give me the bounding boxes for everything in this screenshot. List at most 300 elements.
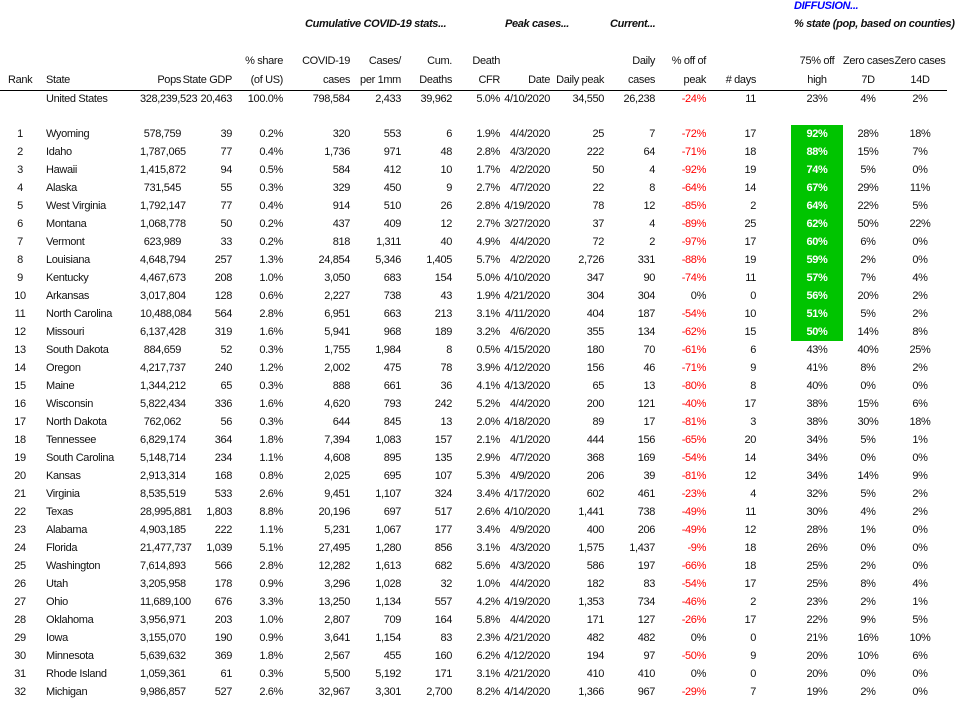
cell-zero-cases-7d: 30% xyxy=(857,416,879,428)
cell-death-cfr: 3.9% xyxy=(476,362,500,374)
cell-death-cfr: 2.3% xyxy=(476,632,500,644)
header-line: 14D xyxy=(910,74,930,86)
cell-pct-off-peak: -65% xyxy=(681,434,706,446)
cell-peak-date: 4/19/2020 xyxy=(504,596,550,608)
cell-rank: 2 xyxy=(17,146,23,158)
cell-spacer xyxy=(756,179,791,197)
cell-pct-off-peak: -89% xyxy=(681,218,706,230)
cell-num-days: 6 xyxy=(750,344,756,356)
cell-spacer xyxy=(756,413,791,431)
cell-zero-cases-14d: 0% xyxy=(912,542,928,554)
cell-covid-cases: 329 xyxy=(332,182,350,194)
cell-spacer xyxy=(756,143,791,161)
cell-cum-deaths: 40 xyxy=(440,236,452,248)
cell-state: Rhode Island xyxy=(46,668,107,680)
cell-daily-peak: 2,726 xyxy=(578,254,604,266)
cell-covid-cases: 320 xyxy=(332,128,350,140)
cell-daily-peak: 222 xyxy=(586,146,604,158)
cell-pct-75-off-high: 21% xyxy=(806,632,828,644)
cell-rank: 8 xyxy=(17,254,23,266)
table-row xyxy=(0,683,947,701)
cell-spacer xyxy=(756,593,791,611)
cell-share-of-us: 2.6% xyxy=(259,488,283,500)
cell-daily-peak: 586 xyxy=(586,560,604,572)
cell-peak-date: 4/3/2020 xyxy=(509,542,550,554)
header-line xyxy=(756,52,791,71)
table-row xyxy=(0,125,947,143)
cell-peak-date: 4/14/2020 xyxy=(504,686,550,698)
cell-daily-peak: 404 xyxy=(586,308,604,320)
cell-zero-cases-7d: 1% xyxy=(860,524,876,536)
cell-zero-cases-14d: 6% xyxy=(912,650,928,662)
table-row xyxy=(0,503,947,521)
cell-peak-date: 4/7/2020 xyxy=(509,182,550,194)
cell-pct-75-off-high: 23% xyxy=(806,596,828,608)
cell-daily-peak: 25 xyxy=(592,128,604,140)
cell-state-gdp: 208 xyxy=(214,272,232,284)
cell-zero-cases-7d: 0% xyxy=(860,542,876,554)
cell-cases-per-1mm: 968 xyxy=(383,326,401,338)
cell-zero-cases-7d: 16% xyxy=(857,632,879,644)
cell-death-cfr: 5.8% xyxy=(476,614,500,626)
cell-rank: 9 xyxy=(17,272,23,284)
cell-covid-cases: 3,050 xyxy=(324,272,350,284)
cell-pops: 1,792,147 xyxy=(140,200,186,212)
table-row xyxy=(0,395,947,413)
header-rank xyxy=(0,52,46,90)
table-row xyxy=(0,305,947,323)
cell-state: Utah xyxy=(46,578,68,590)
cell-state-gdp: 676 xyxy=(214,596,232,608)
header-line: cases xyxy=(628,74,655,86)
cell-spacer xyxy=(756,629,791,647)
cell-rank: 6 xyxy=(17,218,23,230)
cell-pops: 5,148,714 xyxy=(140,452,186,464)
cell-pct-off-peak: -66% xyxy=(681,560,706,572)
cell-zero-cases-14d: 11% xyxy=(909,182,931,194)
cell-daily-peak: 180 xyxy=(586,344,604,356)
cell-cum-deaths: 78 xyxy=(440,362,452,374)
cell-rank: 3 xyxy=(17,164,23,176)
cell-pops: 2,913,314 xyxy=(140,470,186,482)
cell-share-of-us: 2.6% xyxy=(259,686,283,698)
cell-spacer xyxy=(756,323,791,341)
cell-state-gdp: 203 xyxy=(214,614,232,626)
cell-state-gdp: 33 xyxy=(220,236,232,248)
cell-daily-cases: 461 xyxy=(637,488,655,500)
cell-num-days: 12 xyxy=(744,470,756,482)
cell-peak-date: 4/4/2020 xyxy=(509,578,550,590)
cell-pct-75-off-high: 57% xyxy=(791,269,843,287)
cell-death-cfr: 1.7% xyxy=(476,164,500,176)
cell-daily-cases: 70 xyxy=(643,344,655,356)
cell-cases-per-1mm: 663 xyxy=(383,308,401,320)
cell-death-cfr: 5.0% xyxy=(476,272,500,284)
cell-num-days: 11 xyxy=(745,93,756,105)
cell-state-gdp: 178 xyxy=(214,578,232,590)
header-line: Daily peak xyxy=(556,74,604,86)
cell-cum-deaths: 107 xyxy=(434,470,452,482)
cell-daily-peak: 89 xyxy=(592,416,604,428)
cell-num-days: 19 xyxy=(744,164,756,176)
cell-spacer xyxy=(756,359,791,377)
cell-cases-per-1mm: 709 xyxy=(383,614,401,626)
cell-num-days: 11 xyxy=(745,506,756,518)
cell-state-gdp: 1,803 xyxy=(206,506,232,518)
cell-cases-per-1mm: 455 xyxy=(383,650,401,662)
cell-zero-cases-7d: 6% xyxy=(860,236,876,248)
cell-cum-deaths: 682 xyxy=(434,560,452,572)
cell-peak-date: 4/7/2020 xyxy=(509,452,550,464)
table-row xyxy=(0,215,947,233)
cell-pops: 1,068,778 xyxy=(140,218,186,230)
cell-cases-per-1mm: 450 xyxy=(383,182,401,194)
cell-state: South Carolina xyxy=(46,452,114,464)
cell-zero-cases-7d: 2% xyxy=(860,596,876,608)
cell-zero-cases-7d: 15% xyxy=(857,146,879,158)
cell-share-of-us: 0.3% xyxy=(259,344,283,356)
cell-zero-cases-7d: 10% xyxy=(857,650,879,662)
cell-cum-deaths: 1,405 xyxy=(426,254,452,266)
cell-peak-date: 4/12/2020 xyxy=(504,650,550,662)
cell-pops: 3,956,971 xyxy=(140,614,186,626)
cell-pct-off-peak: -54% xyxy=(681,578,706,590)
cell-rank: 5 xyxy=(17,200,23,212)
cell-state: Missouri xyxy=(46,326,85,338)
cell-zero-cases-7d: 2% xyxy=(860,686,876,698)
cell-num-days: 17 xyxy=(744,128,756,140)
table-row xyxy=(0,377,947,395)
cell-pct-75-off-high: 34% xyxy=(806,470,828,482)
header-pops xyxy=(140,52,181,90)
cell-state: Alaska xyxy=(46,182,77,194)
cell-pops: 28,995,881 xyxy=(140,506,192,518)
cell-share-of-us: 0.3% xyxy=(259,182,283,194)
cell-pct-off-peak: -81% xyxy=(681,470,706,482)
cell-zero-cases-7d: 15% xyxy=(857,398,879,410)
cell-state: Hawaii xyxy=(46,164,77,176)
cell-peak-date: 4/17/2020 xyxy=(504,488,550,500)
cell-rank: 31 xyxy=(14,668,26,680)
header-line: Daily xyxy=(632,55,655,67)
cell-death-cfr: 3.1% xyxy=(476,668,500,680)
cell-cases-per-1mm: 1,107 xyxy=(375,488,401,500)
cell-state: Louisiana xyxy=(46,254,90,266)
header-share-of-us xyxy=(232,52,283,90)
table-row xyxy=(0,179,947,197)
cell-pops: 328,239,523 xyxy=(140,93,198,105)
cell-share-of-us: 1.2% xyxy=(259,362,283,374)
cell-pops: 623,989 xyxy=(143,236,181,248)
cell-pct-off-peak: -88% xyxy=(681,254,706,266)
cell-num-days: 3 xyxy=(750,416,756,428)
cell-pct-75-off-high: 51% xyxy=(791,305,843,323)
cell-rank: 10 xyxy=(14,290,26,302)
cell-cases-per-1mm: 1,613 xyxy=(375,560,401,572)
cell-state-gdp: 94 xyxy=(220,164,232,176)
cell-zero-cases-7d: 9% xyxy=(860,614,876,626)
cell-pct-75-off-high: 23% xyxy=(806,93,828,105)
cell-spacer xyxy=(756,233,791,251)
header-line xyxy=(756,71,791,90)
cell-pops: 3,017,804 xyxy=(140,290,186,302)
cell-pct-75-off-high: 25% xyxy=(806,578,828,590)
cell-state-gdp: 319 xyxy=(214,326,232,338)
cell-state: Vermont xyxy=(46,236,85,248)
cell-zero-cases-14d: 2% xyxy=(912,308,928,320)
cell-num-days: 9 xyxy=(750,362,756,374)
cell-share-of-us: 2.8% xyxy=(259,308,283,320)
cell-daily-cases: 156 xyxy=(637,434,655,446)
cell-pct-75-off-high: 50% xyxy=(791,323,843,341)
cell-cases-per-1mm: 695 xyxy=(383,470,401,482)
cell-pops: 4,648,794 xyxy=(140,254,186,266)
cell-pct-75-off-high: 25% xyxy=(806,560,828,572)
cell-daily-peak: 194 xyxy=(586,650,604,662)
cell-death-cfr: 5.0% xyxy=(476,93,500,105)
cell-cases-per-1mm: 553 xyxy=(383,128,401,140)
cell-zero-cases-14d: 1% xyxy=(912,596,928,608)
table-row xyxy=(0,575,947,593)
cell-pct-off-peak: -9% xyxy=(687,542,706,554)
table-header xyxy=(0,52,947,91)
cell-cum-deaths: 12 xyxy=(440,218,452,230)
cell-state-gdp: 190 xyxy=(214,632,232,644)
cell-zero-cases-14d: 18% xyxy=(909,128,931,140)
header-spacer xyxy=(756,52,791,90)
cell-zero-cases-7d: 40% xyxy=(857,344,879,356)
cell-state: Florida xyxy=(46,542,78,554)
cell-state: Oklahoma xyxy=(46,614,94,626)
cell-pops: 6,829,174 xyxy=(140,434,186,446)
cell-zero-cases-14d: 2% xyxy=(912,290,928,302)
cell-num-days: 17 xyxy=(744,614,756,626)
cell-daily-peak: 72 xyxy=(592,236,604,248)
table-row xyxy=(0,359,947,377)
cell-peak-date: 4/2/2020 xyxy=(509,254,550,266)
cell-daily-peak: 602 xyxy=(586,488,604,500)
cell-covid-cases: 13,250 xyxy=(318,596,350,608)
cell-zero-cases-7d: 5% xyxy=(860,308,876,320)
cell-num-days: 18 xyxy=(744,146,756,158)
cell-share-of-us: 0.6% xyxy=(259,290,283,302)
header-line: % share xyxy=(245,55,283,67)
cell-daily-cases: 90 xyxy=(643,272,655,284)
cell-zero-cases-7d: 29% xyxy=(857,182,879,194)
header-line: # days xyxy=(725,74,756,86)
cell-rank: 32 xyxy=(14,686,26,698)
cell-share-of-us: 3.3% xyxy=(259,596,283,608)
cell-share-of-us: 100.0% xyxy=(247,93,283,105)
cell-pct-off-peak: 0% xyxy=(690,632,706,644)
cell-share-of-us: 1.6% xyxy=(259,326,283,338)
cell-peak-date: 4/9/2020 xyxy=(509,470,550,482)
header-line: Rank xyxy=(8,74,33,86)
cell-state-gdp: 240 xyxy=(214,362,232,374)
cell-pct-off-peak: -71% xyxy=(681,362,706,374)
header-line: 75% off xyxy=(799,55,835,67)
header-line: Zero cases xyxy=(894,55,946,67)
cell-pct-off-peak: -46% xyxy=(681,596,706,608)
cell-daily-cases: 64 xyxy=(643,146,655,158)
cell-cum-deaths: 557 xyxy=(434,596,452,608)
header-line: CFR xyxy=(478,74,500,86)
cell-share-of-us: 0.9% xyxy=(259,578,283,590)
header-line: 7D xyxy=(861,74,875,86)
cell-peak-date: 4/21/2020 xyxy=(504,632,550,644)
cell-rank: 23 xyxy=(14,524,26,536)
cell-share-of-us: 0.4% xyxy=(259,200,283,212)
cell-share-of-us: 1.6% xyxy=(259,398,283,410)
cell-pops: 1,059,361 xyxy=(140,668,186,680)
cell-daily-cases: 1,437 xyxy=(629,542,655,554)
cell-zero-cases-14d: 0% xyxy=(912,164,928,176)
cell-pct-75-off-high: 32% xyxy=(806,488,828,500)
cell-pct-75-off-high: 64% xyxy=(791,197,843,215)
cell-cases-per-1mm: 845 xyxy=(383,416,401,428)
cell-num-days: 18 xyxy=(744,542,756,554)
header-line: State GDP xyxy=(182,74,232,86)
cell-covid-cases: 6,951 xyxy=(324,308,350,320)
cell-num-days: 2 xyxy=(750,596,756,608)
cell-cum-deaths: 10 xyxy=(440,164,452,176)
header-pct-off-peak xyxy=(655,52,706,90)
cell-covid-cases: 2,567 xyxy=(324,650,350,662)
cell-pct-off-peak: -64% xyxy=(681,182,706,194)
cell-pct-75-off-high: 30% xyxy=(806,506,828,518)
cell-zero-cases-14d: 2% xyxy=(912,362,928,374)
table-row xyxy=(0,629,947,647)
cell-share-of-us: 0.4% xyxy=(259,146,283,158)
header-daily-peak xyxy=(550,52,604,90)
cell-rank: 11 xyxy=(14,308,26,320)
cell-rank: 15 xyxy=(14,380,26,392)
cell-zero-cases-7d: 28% xyxy=(857,128,879,140)
cell-peak-date: 4/1/2020 xyxy=(509,434,550,446)
header-line: Pops xyxy=(157,74,181,86)
cell-daily-peak: 200 xyxy=(586,398,604,410)
cell-cum-deaths: 324 xyxy=(434,488,452,500)
cell-share-of-us: 0.2% xyxy=(259,218,283,230)
cell-peak-date: 4/19/2020 xyxy=(504,200,550,212)
cell-daily-peak: 65 xyxy=(592,380,604,392)
cell-state: Iowa xyxy=(46,632,68,644)
header-line xyxy=(46,52,140,71)
cell-peak-date: 4/3/2020 xyxy=(509,560,550,572)
cell-state-gdp: 1,039 xyxy=(206,542,232,554)
cell-daily-peak: 400 xyxy=(586,524,604,536)
cell-rank: 14 xyxy=(14,362,26,374)
header-cum-deaths xyxy=(401,52,452,90)
cell-state: Idaho xyxy=(46,146,72,158)
cell-pops: 1,415,872 xyxy=(140,164,186,176)
cell-spacer xyxy=(756,521,791,539)
header-cases-per-1mm xyxy=(350,52,401,90)
cell-daily-peak: 368 xyxy=(586,452,604,464)
cell-daily-peak: 1,575 xyxy=(578,542,604,554)
table-row xyxy=(0,665,947,683)
cell-zero-cases-7d: 8% xyxy=(860,362,876,374)
cell-daily-cases: 8 xyxy=(649,182,655,194)
cell-peak-date: 4/10/2020 xyxy=(504,272,550,284)
cell-pct-75-off-high: 41% xyxy=(806,362,828,374)
cell-share-of-us: 1.1% xyxy=(259,452,283,464)
cell-daily-cases: 39 xyxy=(643,470,655,482)
cell-pct-75-off-high: 28% xyxy=(806,524,828,536)
cell-cases-per-1mm: 1,154 xyxy=(375,632,401,644)
cell-rank xyxy=(0,90,46,108)
cell-daily-peak: 182 xyxy=(586,578,604,590)
cell-state-gdp: 52 xyxy=(220,344,232,356)
cell-pops: 578,759 xyxy=(143,128,181,140)
cell-share-of-us: 0.9% xyxy=(259,632,283,644)
cell-state: Washington xyxy=(46,560,101,572)
cell-peak-date: 4/4/2020 xyxy=(509,614,550,626)
header-line xyxy=(181,52,232,71)
cell-rank: 7 xyxy=(17,236,23,248)
cell-zero-cases-7d: 2% xyxy=(860,254,876,266)
cell-rank: 16 xyxy=(14,398,26,410)
cell-state: United States xyxy=(46,93,108,105)
cell-pct-off-peak: 0% xyxy=(690,290,706,302)
cell-num-days: 10 xyxy=(744,308,756,320)
cell-num-days: 15 xyxy=(744,326,756,338)
cell-daily-cases: 197 xyxy=(637,560,655,572)
cell-zero-cases-7d: 0% xyxy=(860,380,876,392)
cell-spacer xyxy=(756,251,791,269)
cell-covid-cases: 1,755 xyxy=(324,344,350,356)
cell-state-gdp: 39 xyxy=(220,128,232,140)
cell-zero-cases-14d: 2% xyxy=(912,488,928,500)
table-row xyxy=(0,611,947,629)
cell-daily-cases: 4 xyxy=(649,218,655,230)
cell-pct-off-peak: 0% xyxy=(690,668,706,680)
cell-cases-per-1mm: 1,067 xyxy=(375,524,401,536)
cell-share-of-us: 8.8% xyxy=(259,506,283,518)
cell-covid-cases: 32,967 xyxy=(318,686,350,698)
cell-daily-peak: 1,353 xyxy=(578,596,604,608)
cell-cum-deaths: 83 xyxy=(440,632,452,644)
cell-state: West Virginia xyxy=(46,200,106,212)
cell-pct-75-off-high: 20% xyxy=(806,668,828,680)
cell-zero-cases-14d: 4% xyxy=(912,272,928,284)
table-row xyxy=(0,539,947,557)
cell-pct-off-peak: -71% xyxy=(681,146,706,158)
cell-death-cfr: 4.9% xyxy=(476,236,500,248)
cell-daily-cases: 169 xyxy=(637,452,655,464)
cell-spacer xyxy=(756,503,791,521)
cell-cum-deaths: 26 xyxy=(440,200,452,212)
cell-zero-cases-7d: 14% xyxy=(857,326,879,338)
header-line: State xyxy=(46,74,70,86)
header-line xyxy=(550,52,604,71)
cell-peak-date: 4/3/2020 xyxy=(509,146,550,158)
header-state-gdp xyxy=(181,52,232,90)
cell-num-days: 11 xyxy=(745,272,756,284)
cell-cum-deaths: 171 xyxy=(434,668,452,680)
cell-cum-deaths: 48 xyxy=(440,146,452,158)
cell-cum-deaths: 154 xyxy=(434,272,452,284)
cell-pct-off-peak: -54% xyxy=(681,452,706,464)
cell-covid-cases: 818 xyxy=(332,236,350,248)
cell-zero-cases-7d: 5% xyxy=(860,488,876,500)
cell-num-days: 7 xyxy=(750,686,756,698)
cell-cases-per-1mm: 1,134 xyxy=(375,596,401,608)
cell-daily-cases: 26,238 xyxy=(623,93,655,105)
cell-spacer xyxy=(756,341,791,359)
cell-daily-cases: 2 xyxy=(649,236,655,248)
cell-pops: 1,787,065 xyxy=(140,146,186,158)
